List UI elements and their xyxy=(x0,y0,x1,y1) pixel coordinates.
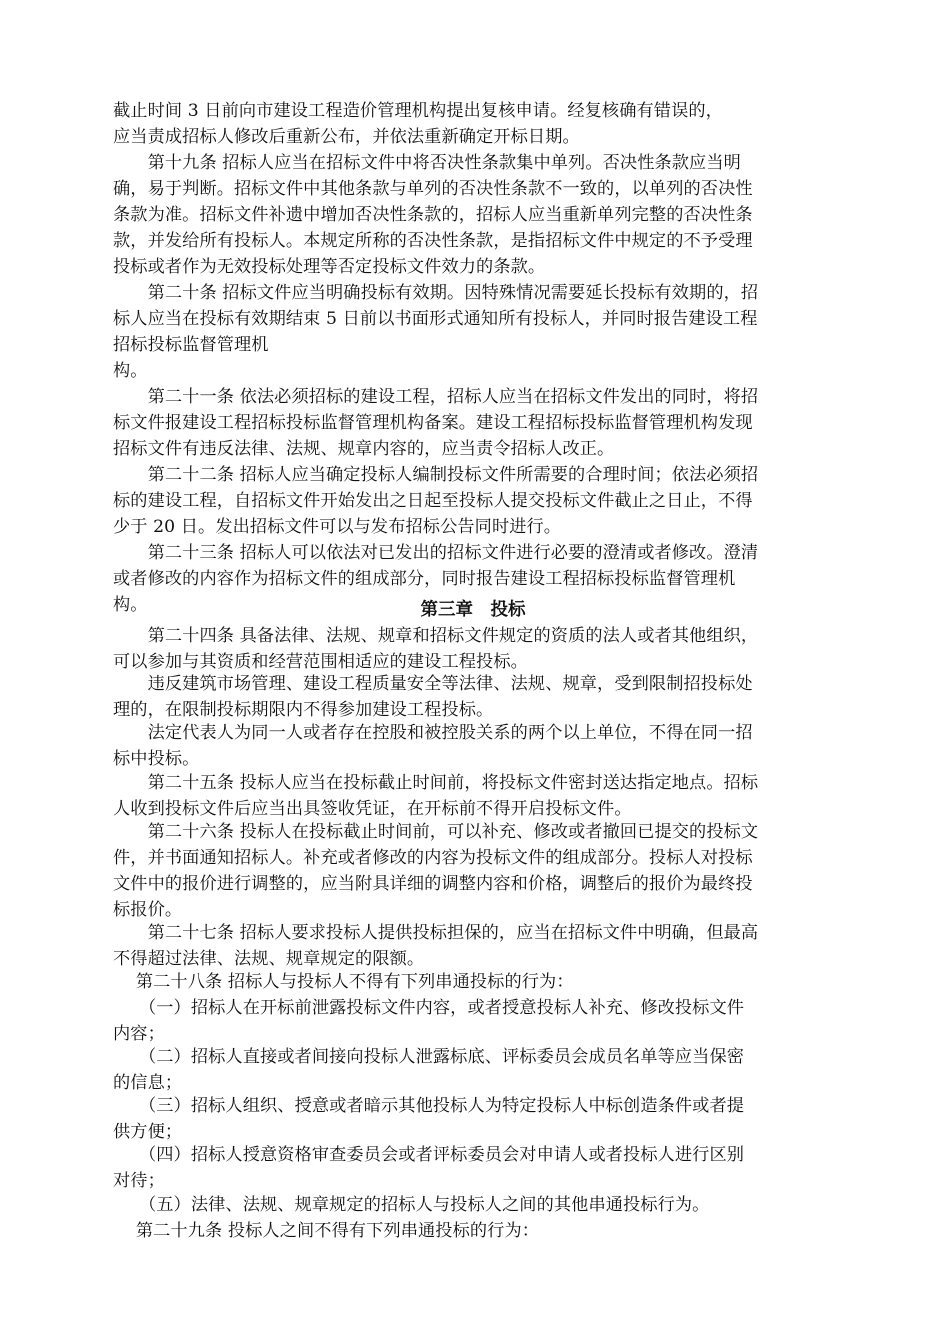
text-line: 件，并书面通知招标人。补充或者修改的内容为投标文件的组成部分。投标人对投标 xyxy=(113,848,753,868)
text-line: 第二十七条 招标人要求投标人提供投标担保的，应当在招标文件中明确，但最高 xyxy=(113,923,759,943)
text-line: （二）招标人直接或者间接向投标人泄露标底、评标委员会成员名单等应当保密 xyxy=(113,1047,745,1067)
text-line: 款，并发给所有投标人。本规定所称的否决性条款，是指招标文件中规定的不予受理 xyxy=(113,231,753,251)
text-line: 供方便； xyxy=(113,1122,183,1142)
text-line: 第二十八条 招标人与投标人不得有下列串通投标的行为： xyxy=(113,972,574,992)
text-line: 文件中的报价进行调整的，应当附具详细的调整内容和价格，调整后的报价为最终投 xyxy=(113,874,753,894)
text-line: 构。 xyxy=(113,361,148,381)
text-line: 第二十九条 投标人之间不得有下列串通投标的行为： xyxy=(113,1221,540,1241)
text-line: 第二十一条 依法必须招标的建设工程，招标人应当在招标文件发出的同时，将招 xyxy=(113,387,759,407)
text-line: 标报价。 xyxy=(113,900,183,920)
text-line: 第十九条 招标人应当在招标文件中将否决性条款集中单列。否决性条款应当明 xyxy=(113,153,741,173)
text-line: 第二十二条 招标人应当确定投标人编制投标文件所需要的合理时间；依法必须招 xyxy=(113,465,759,485)
text-line: 内容； xyxy=(113,1024,165,1044)
text-line: 对待； xyxy=(113,1171,165,1191)
text-line: 投标或者作为无效投标处理等否定投标文件效力的条款。 xyxy=(113,257,546,277)
text-line: 不得超过法律、法规、规章规定的限额。 xyxy=(113,949,425,969)
text-line: 第二十四条 具备法律、法规、规章和招标文件规定的资质的法人或者其他组织， xyxy=(113,626,759,646)
text-line: 理的，在限制投标期限内不得参加建设工程投标。 xyxy=(113,700,494,720)
text-line: （一）招标人在开标前泄露投标文件内容，或者授意投标人补充、修改投标文件 xyxy=(113,998,745,1018)
text-line: 应当责成招标人修改后重新公布，并依法重新确定开标日期。 xyxy=(113,127,580,147)
text-line: 违反建筑市场管理、建设工程质量安全等法律、法规、规章，受到限制招投标处 xyxy=(113,674,753,694)
text-line: 第二十六条 投标人在投标截止时间前，可以补充、修改或者撤回已提交的投标文 xyxy=(113,822,759,842)
text-line: 招标文件有违反法律、法规、规章内容的，应当责令招标人改正。 xyxy=(113,439,615,459)
text-line: 构。 xyxy=(113,595,148,615)
chapter-heading: 第三章 投标 xyxy=(420,600,526,620)
text-line: （五）法律、法规、规章规定的招标人与投标人之间的其他串通投标行为。 xyxy=(113,1195,710,1215)
text-line: 第二十条 招标文件应当明确投标有效期。因特殊情况需要延长投标有效期的，招 xyxy=(113,283,759,303)
text-line: 可以参加与其资质和经营范围相适应的建设工程投标。 xyxy=(113,652,528,672)
text-line: 少于 20 日。发出招标文件可以与发布招标公告同时进行。 xyxy=(113,517,562,537)
text-line: 确，易于判断。招标文件中其他条款与单列的否决性条款不一致的，以单列的否决性 xyxy=(113,179,753,199)
text-line: 人收到投标文件后应当出具签收凭证，在开标前不得开启投标文件。 xyxy=(113,799,632,819)
text-line: 招标投标监督管理机 xyxy=(113,335,269,355)
text-line: （三）招标人组织、授意或者暗示其他投标人为特定投标人中标创造条件或者提 xyxy=(113,1096,745,1116)
text-line: 标文件报建设工程招标投标监督管理机构备案。建设工程招标投标监督管理机构发现 xyxy=(113,413,753,433)
text-line: 第二十五条 投标人应当在投标截止时间前，将投标文件密封送达指定地点。招标 xyxy=(113,773,759,793)
text-line: 或者修改的内容作为招标文件的组成部分，同时报告建设工程招标投标监督管理机 xyxy=(113,569,736,589)
text-line: 的信息； xyxy=(113,1073,183,1093)
text-line: 标人应当在投标有效期结束 5 日前以书面形式通知所有投标人，并同时报告建设工程 xyxy=(113,309,758,329)
text-line: 法定代表人为同一人或者存在控股和被控股关系的两个以上单位，不得在同一招 xyxy=(113,723,753,743)
text-line: 截止时间 3 日前向市建设工程造价管理机构提出复核申请。经复核确有错误的， xyxy=(113,101,723,121)
text-line: 标的建设工程，自招标文件开始发出之日起至投标人提交投标文件截止之日止，不得 xyxy=(113,491,753,511)
text-line: （四）招标人授意资格审查委员会或者评标委员会对申请人或者投标人进行区别 xyxy=(113,1145,745,1165)
text-line: 标中投标。 xyxy=(113,749,200,769)
text-line: 条款为准。招标文件补遗中增加否决性条款的，招标人应当重新单列完整的否决性条 xyxy=(113,205,753,225)
text-line: 第二十三条 招标人可以依法对已发出的招标文件进行必要的澄清或者修改。澄清 xyxy=(113,543,759,563)
